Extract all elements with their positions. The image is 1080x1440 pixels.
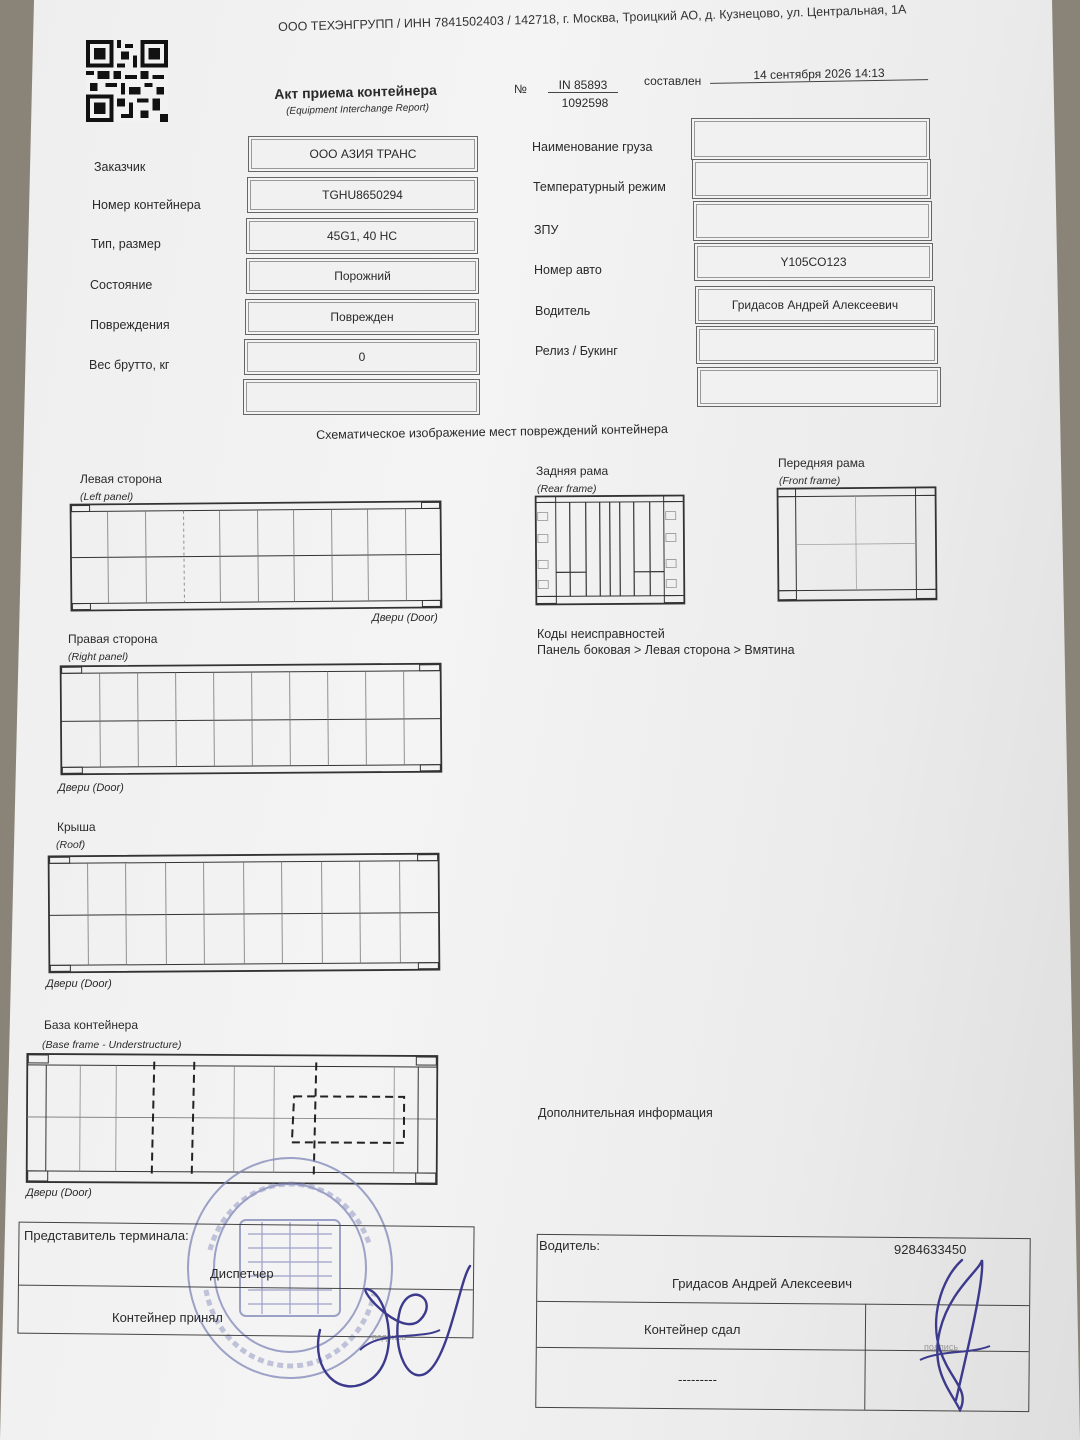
base-door-label: Двери (Door) [26,1187,92,1199]
field-value-state: Порожний [246,258,479,294]
container-accepted-label: Контейнер принял [112,1310,223,1325]
defect-codes-value: Панель боковая > Левая сторона > Вмятина [537,643,795,657]
roof-title: Крыша [57,820,96,834]
rear-frame-title: Задняя рама [536,464,609,478]
front-frame-diagram[interactable] [776,486,940,604]
field-value-seal [693,201,932,241]
rear-frame-diagram[interactable] [534,494,686,608]
terminal-representative-title: Представитель терминала: [24,1228,189,1243]
field-label-vehicle-number: Номер авто [534,263,602,277]
field-value-driver: Гридасов Андрей Алексеевич [695,286,935,324]
right-panel-diagram[interactable] [58,662,444,778]
document-title: Акт приема контейнера [274,81,437,102]
additional-info-label: Дополнительная информация [538,1106,713,1120]
field-value-cargo-name [691,118,930,160]
left-panel-title: Левая сторона [80,472,162,486]
terminal-role: Диспетчер [210,1266,274,1281]
document-number-secondary: 1092598 [561,96,609,110]
right-panel-subtitle: (Right panel) [68,651,129,663]
driver-signature-hint: подпись [924,1342,959,1352]
field-label-container-number: Номер контейнера [92,198,201,212]
qr-code-icon [86,38,168,124]
field-label-customer: Заказчик [94,160,146,174]
field-value-customer: ООО АЗИЯ ТРАНС [248,136,478,172]
field-value-damages: Поврежден [245,299,479,335]
roof-subtitle: (Roof) [56,839,86,851]
compiled-label: составлен [644,74,702,88]
front-frame-subtitle: (Front frame) [779,475,841,487]
terminal-signature-hint: подпись [372,1332,407,1342]
field-label-gross-weight: Вес брутто, кг [89,358,170,372]
field-label-cargo-name: Наименование груза [532,140,653,154]
defect-codes-label: Коды неисправностей [537,627,665,641]
compiled-date: 14 сентября 2026 14:13 [710,65,928,84]
driver-name: Гридасов Андрей Алексеевич [672,1276,853,1291]
base-subtitle: (Base frame - Understructure) [42,1039,182,1051]
left-panel-subtitle: (Left panel) [80,491,134,503]
front-frame-title: Передняя рама [778,456,865,470]
field-value-temperature [692,159,931,199]
driver-block-title: Водитель: [539,1238,601,1253]
field-value-empty-left [243,379,480,415]
driver-dashes: --------- [678,1372,717,1387]
field-label-damages: Повреждения [90,318,170,332]
roof-diagram[interactable] [46,852,442,976]
field-value-container-number: TGHU8650294 [247,177,478,213]
left-panel-diagram[interactable] [68,500,444,614]
field-label-release-booking: Релиз / Букинг [535,344,618,358]
field-label-driver: Водитель [535,304,591,318]
document-number: IN 85893 [548,78,618,93]
terminal-signature-icon [300,1260,480,1420]
field-label-type-size: Тип, размер [91,237,161,251]
field-value-vehicle-number: Y105CO123 [694,243,933,281]
field-value-type-size: 45G1, 40 HC [246,218,478,254]
roof-door-label: Двери (Door) [46,978,112,990]
field-label-seal: ЗПУ [534,223,559,237]
field-value-release-booking [696,326,938,364]
number-label: № [514,82,527,96]
schematic-title: Схематическое изображение мест повреждений контейнера [316,421,668,442]
field-value-gross-weight: 0 [244,339,480,375]
rear-frame-subtitle: (Rear frame) [537,483,597,495]
left-panel-door-label: Двери (Door) [372,612,438,624]
driver-phone: 9284633450 [894,1242,967,1257]
field-value-empty-right [697,367,941,407]
right-panel-title: Правая сторона [68,632,158,646]
driver-signature-icon [900,1250,1000,1420]
container-handed-label: Контейнер сдал [644,1322,741,1337]
company-header: ООО ТЕХЭНГРУПП / ИНН 7841502403 / 142718, г. Москва, Троицкий АО, д. Кузнецово, ул. Центральная, 1А [278,2,907,34]
document-subtitle: (Equipment Interchange Report) [286,102,430,117]
field-label-temperature: Температурный режим [533,180,666,194]
field-label-state: Состояние [90,278,153,292]
right-panel-door-label: Двери (Door) [58,782,124,794]
base-title: База контейнера [44,1018,138,1032]
